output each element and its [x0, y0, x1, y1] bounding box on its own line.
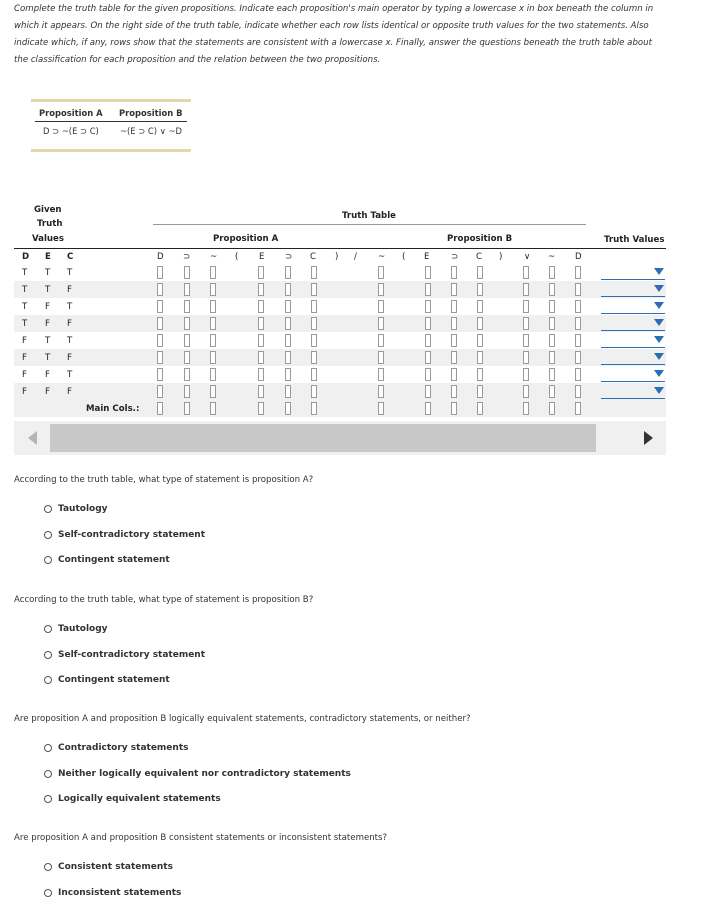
truth-value-input[interactable] — [378, 368, 384, 381]
given-value-cell: F — [22, 336, 27, 346]
truth-value-input[interactable] — [378, 351, 384, 364]
truth-value-input[interactable] — [477, 300, 483, 313]
prop-a-col-symbol: C — [310, 252, 317, 262]
truth-value-input[interactable] — [477, 266, 483, 279]
prop-a-col-symbol: ( — [235, 252, 239, 262]
propositions-box — [31, 99, 191, 152]
truth-values-dropdown[interactable] — [601, 316, 665, 331]
given-value-cell: T — [22, 319, 28, 329]
truth-value-input[interactable] — [477, 385, 483, 398]
prop-a-col-symbol: ) — [335, 252, 339, 262]
truth-value-input[interactable] — [549, 385, 555, 398]
truth-value-input[interactable] — [451, 334, 457, 347]
truth-value-input[interactable] — [258, 283, 264, 296]
table-horizontal-scrollbar[interactable] — [14, 421, 666, 455]
truth-value-input[interactable] — [311, 283, 317, 296]
truth-value-input[interactable] — [285, 300, 291, 313]
truth-value-input[interactable] — [451, 283, 457, 296]
instructions-text: Complete the truth table for the given propositions. Indicate each proposition's main operator by typing a lowercase x in box beneath the column in which it appears. On the right side of the truth table, indicate whether each row lists identical or opposite truth values for the two statements. Also indicate which, if any, rows show that the statements are consistent with a lowercase x. Finally, answer the questions beneath the truth table about the classification for each proposition and the relation between the two propositions. — [14, 4, 654, 65]
truth-value-input[interactable] — [523, 368, 529, 381]
given-value-cell: F — [45, 302, 50, 312]
truth-value-input[interactable] — [425, 334, 431, 347]
truth-value-input[interactable] — [258, 385, 264, 398]
scroll-thumb[interactable] — [50, 424, 596, 452]
given-value-cell: F — [67, 319, 72, 329]
row-band — [14, 383, 666, 400]
radio-button[interactable] — [44, 676, 52, 684]
given-value-cell: T — [22, 268, 28, 278]
given-value-cell: F — [22, 353, 27, 363]
truth-value-input[interactable] — [575, 283, 581, 296]
given-value-cell: F — [45, 387, 50, 397]
answer-option[interactable] — [44, 769, 351, 779]
radio-button[interactable] — [44, 505, 52, 513]
truth-value-input[interactable] — [184, 351, 190, 364]
truth-value-input[interactable] — [210, 334, 216, 347]
option-label: Contingent statement — [58, 675, 170, 685]
chevron-down-icon[interactable] — [654, 336, 664, 343]
truth-value-input[interactable] — [210, 385, 216, 398]
truth-value-input[interactable] — [258, 300, 264, 313]
scroll-right-arrow-icon[interactable] — [644, 431, 653, 445]
truth-value-input[interactable] — [378, 385, 384, 398]
main-col-input[interactable] — [451, 402, 457, 415]
main-col-input[interactable] — [210, 402, 216, 415]
header-divider — [35, 121, 187, 122]
question-text: Are proposition A and proposition B logically equivalent statements, contradictory statements, or neither? — [14, 714, 471, 724]
truth-value-input[interactable] — [210, 351, 216, 364]
radio-button[interactable] — [44, 863, 52, 871]
truth-value-input[interactable] — [549, 300, 555, 313]
truth-value-input[interactable] — [157, 368, 163, 381]
truth-value-input[interactable] — [523, 334, 529, 347]
given-value-cell: F — [67, 285, 72, 295]
truth-value-input[interactable] — [378, 300, 384, 313]
truth-value-input[interactable] — [425, 368, 431, 381]
prop-a-col-symbol: ~ — [210, 252, 218, 262]
truth-value-input[interactable] — [210, 283, 216, 296]
truth-value-input[interactable] — [477, 334, 483, 347]
given-value-cell: T — [67, 336, 73, 346]
truth-value-input[interactable] — [285, 266, 291, 279]
truth-value-input[interactable] — [425, 351, 431, 364]
truth-value-input[interactable] — [451, 385, 457, 398]
question-text: According to the truth table, what type of statement is proposition B? — [14, 595, 314, 605]
truth-values-header: Truth Values — [604, 235, 665, 245]
prop-b-col-symbol: ∨ — [524, 252, 531, 262]
given-value-cell: F — [67, 387, 72, 397]
prop-b-col-symbol: E — [424, 252, 430, 262]
prop-b-col-symbol: ⊃ — [451, 252, 459, 262]
title-underline — [153, 224, 586, 225]
answer-option[interactable] — [44, 504, 108, 514]
option-label: Self-contradictory statement — [58, 529, 206, 540]
truth-value-input[interactable] — [575, 368, 581, 381]
scroll-left-arrow-icon[interactable] — [28, 431, 37, 445]
truth-value-input[interactable] — [157, 283, 163, 296]
option-label: Tautology — [58, 504, 108, 514]
option-label: Self-contradictory statement — [58, 649, 206, 660]
truth-value-input[interactable] — [210, 266, 216, 279]
truth-value-input[interactable] — [549, 351, 555, 364]
question-text: According to the truth table, what type of statement is proposition A? — [14, 475, 314, 485]
truth-value-input[interactable] — [311, 266, 317, 279]
truth-value-input[interactable] — [575, 334, 581, 347]
given-header-line-3: Values — [32, 234, 64, 244]
truth-value-input[interactable] — [451, 351, 457, 364]
radio-button[interactable] — [44, 744, 52, 752]
truth-value-input[interactable] — [549, 283, 555, 296]
truth-value-input[interactable] — [575, 385, 581, 398]
prop-b-col-symbol: ~ — [548, 252, 556, 262]
chevron-down-icon[interactable] — [654, 387, 664, 394]
truth-value-input[interactable] — [258, 317, 264, 330]
given-value-cell: T — [45, 336, 51, 346]
main-col-input[interactable] — [285, 402, 291, 415]
truth-value-input[interactable] — [285, 317, 291, 330]
option-label: Contingent statement — [58, 555, 170, 565]
truth-value-input[interactable] — [425, 300, 431, 313]
given-value-cell: F — [67, 353, 72, 363]
truth-value-input[interactable] — [425, 317, 431, 330]
prop-a-col-symbol: D — [157, 252, 164, 262]
chevron-down-icon[interactable] — [654, 353, 664, 360]
truth-value-input[interactable] — [184, 317, 190, 330]
truth-values-dropdown[interactable] — [601, 299, 665, 314]
truth-value-input[interactable] — [477, 368, 483, 381]
main-col-input[interactable] — [477, 402, 483, 415]
proposition-b-header: Proposition B — [119, 108, 183, 118]
answer-option[interactable] — [44, 624, 108, 634]
answer-option[interactable] — [44, 743, 188, 753]
main-col-input[interactable] — [575, 402, 581, 415]
answer-option[interactable] — [44, 794, 221, 804]
prop-a-col-symbol: ⊃ — [285, 252, 293, 262]
truth-values-dropdown[interactable] — [601, 350, 665, 365]
truth-value-input[interactable] — [523, 317, 529, 330]
truth-value-input[interactable] — [575, 300, 581, 313]
truth-value-input[interactable] — [210, 317, 216, 330]
truth-value-input[interactable] — [210, 300, 216, 313]
truth-value-input[interactable] — [311, 351, 317, 364]
truth-value-input[interactable] — [549, 266, 555, 279]
given-value-cell: T — [45, 285, 51, 295]
given-col-header: E — [45, 252, 51, 262]
truth-value-input[interactable] — [477, 317, 483, 330]
truth-value-input[interactable] — [184, 266, 190, 279]
truth-value-input[interactable] — [157, 300, 163, 313]
main-col-input[interactable] — [311, 402, 317, 415]
given-value-cell: T — [45, 353, 51, 363]
truth-value-input[interactable] — [523, 283, 529, 296]
truth-value-input[interactable] — [311, 300, 317, 313]
given-header-line-1: Given — [34, 205, 62, 215]
truth-value-input[interactable] — [285, 385, 291, 398]
truth-value-input[interactable] — [451, 300, 457, 313]
given-value-cell: F — [22, 387, 27, 397]
proposition-b-formula: ~(E ⊃ C) ∨ ~D — [120, 126, 182, 136]
answer-option[interactable] — [44, 888, 181, 898]
given-value-cell: T — [67, 370, 73, 380]
truth-value-input[interactable] — [425, 385, 431, 398]
chevron-down-icon[interactable] — [654, 302, 664, 309]
truth-value-input[interactable] — [549, 317, 555, 330]
answer-option[interactable] — [44, 675, 170, 685]
truth-value-input[interactable] — [575, 351, 581, 364]
truth-values-dropdown[interactable] — [601, 367, 665, 382]
answer-option[interactable] — [44, 555, 170, 565]
truth-value-input[interactable] — [523, 300, 529, 313]
truth-value-input[interactable] — [451, 368, 457, 381]
truth-table-title: Truth Table — [342, 211, 396, 221]
main-cols-label: Main Cols.: — [86, 404, 140, 414]
truth-value-input[interactable] — [184, 283, 190, 296]
truth-value-input[interactable] — [523, 385, 529, 398]
truth-value-input[interactable] — [157, 385, 163, 398]
answer-option[interactable] — [44, 530, 205, 540]
radio-button[interactable] — [44, 770, 52, 778]
given-value-cell: T — [67, 302, 73, 312]
truth-value-input[interactable] — [575, 266, 581, 279]
option-label: Consistent statements — [58, 862, 173, 872]
row-band — [14, 281, 666, 298]
row-band — [14, 349, 666, 366]
truth-value-input[interactable] — [157, 317, 163, 330]
radio-button[interactable] — [44, 889, 52, 897]
truth-value-input[interactable] — [184, 368, 190, 381]
truth-value-input[interactable] — [523, 351, 529, 364]
main-col-input[interactable] — [378, 402, 384, 415]
truth-value-input[interactable] — [311, 385, 317, 398]
main-col-input[interactable] — [184, 402, 190, 415]
truth-value-input[interactable] — [451, 317, 457, 330]
truth-value-input[interactable] — [378, 334, 384, 347]
truth-value-input[interactable] — [311, 368, 317, 381]
separator-symbol: / — [354, 252, 357, 262]
prop-b-col-symbol: ~ — [378, 252, 386, 262]
given-value-cell: T — [22, 302, 28, 312]
truth-value-input[interactable] — [311, 334, 317, 347]
truth-value-input[interactable] — [575, 317, 581, 330]
truth-value-input[interactable] — [285, 368, 291, 381]
given-value-cell: F — [22, 370, 27, 380]
answer-option[interactable] — [44, 862, 173, 872]
prop-a-col-symbol: E — [259, 252, 265, 262]
given-value-cell: F — [45, 319, 50, 329]
truth-value-input[interactable] — [425, 266, 431, 279]
truth-value-input[interactable] — [184, 300, 190, 313]
proposition-a-header: Proposition A — [39, 108, 103, 118]
main-col-input[interactable] — [549, 402, 555, 415]
truth-value-input[interactable] — [184, 385, 190, 398]
truth-value-input[interactable] — [477, 283, 483, 296]
truth-value-input[interactable] — [285, 283, 291, 296]
truth-value-input[interactable] — [425, 283, 431, 296]
prop-b-col-symbol: ) — [499, 252, 503, 262]
radio-button[interactable] — [44, 625, 52, 633]
prop-b-col-symbol: C — [476, 252, 483, 262]
truth-value-input[interactable] — [184, 334, 190, 347]
given-col-header: D — [22, 252, 30, 262]
prop-b-col-header: Proposition B — [447, 234, 513, 244]
given-value-cell: T — [22, 285, 28, 295]
truth-value-input[interactable] — [451, 266, 457, 279]
truth-value-input[interactable] — [378, 317, 384, 330]
truth-value-input[interactable] — [549, 334, 555, 347]
truth-value-input[interactable] — [549, 368, 555, 381]
truth-values-dropdown[interactable] — [601, 333, 665, 348]
given-value-cell: F — [45, 370, 50, 380]
given-value-cell: T — [67, 268, 73, 278]
header-bottom-line — [14, 248, 666, 249]
row-band — [14, 315, 666, 332]
truth-value-input[interactable] — [258, 334, 264, 347]
main-col-input[interactable] — [425, 402, 431, 415]
truth-value-input[interactable] — [378, 283, 384, 296]
chevron-down-icon[interactable] — [654, 268, 664, 275]
truth-value-input[interactable] — [378, 266, 384, 279]
truth-value-input[interactable] — [157, 266, 163, 279]
chevron-down-icon[interactable] — [654, 319, 664, 326]
prop-a-col-symbol: ⊃ — [183, 252, 191, 262]
truth-value-input[interactable] — [258, 368, 264, 381]
option-label: Tautology — [58, 624, 108, 634]
truth-value-input[interactable] — [285, 334, 291, 347]
prop-b-col-symbol: ( — [402, 252, 406, 262]
option-label: Contradictory statements — [58, 743, 189, 753]
radio-button[interactable] — [44, 556, 52, 564]
truth-value-input[interactable] — [210, 368, 216, 381]
truth-values-dropdown[interactable] — [601, 282, 665, 297]
truth-value-input[interactable] — [157, 334, 163, 347]
truth-value-input[interactable] — [157, 351, 163, 364]
question-text: Are proposition A and proposition B consistent statements or inconsistent statements? — [14, 833, 388, 843]
truth-value-input[interactable] — [285, 351, 291, 364]
radio-button[interactable] — [44, 651, 52, 659]
truth-value-input[interactable] — [477, 351, 483, 364]
given-col-header: C — [67, 252, 74, 262]
option-label: Logically equivalent statements — [58, 794, 221, 804]
option-label: Inconsistent statements — [58, 887, 182, 898]
answer-option[interactable] — [44, 650, 205, 660]
chevron-down-icon[interactable] — [654, 370, 664, 377]
radio-button[interactable] — [44, 795, 52, 803]
given-header-line-2: Truth — [37, 219, 63, 229]
truth-value-input[interactable] — [258, 266, 264, 279]
truth-values-dropdown[interactable] — [601, 384, 665, 399]
truth-value-input[interactable] — [258, 351, 264, 364]
main-col-input[interactable] — [157, 402, 163, 415]
radio-button[interactable] — [44, 531, 52, 539]
given-value-cell: T — [45, 268, 51, 278]
prop-a-col-header: Proposition A — [213, 234, 279, 244]
truth-value-input[interactable] — [523, 266, 529, 279]
proposition-a-formula: D ⊃ ~(E ⊃ C) — [43, 126, 99, 136]
main-col-input[interactable] — [258, 402, 264, 415]
truth-value-input[interactable] — [311, 317, 317, 330]
option-label: Neither logically equivalent nor contradictory statements — [58, 768, 351, 779]
main-col-input[interactable] — [523, 402, 529, 415]
prop-b-col-symbol: D — [575, 252, 582, 262]
chevron-down-icon[interactable] — [654, 285, 664, 292]
truth-values-dropdown[interactable] — [601, 265, 665, 280]
